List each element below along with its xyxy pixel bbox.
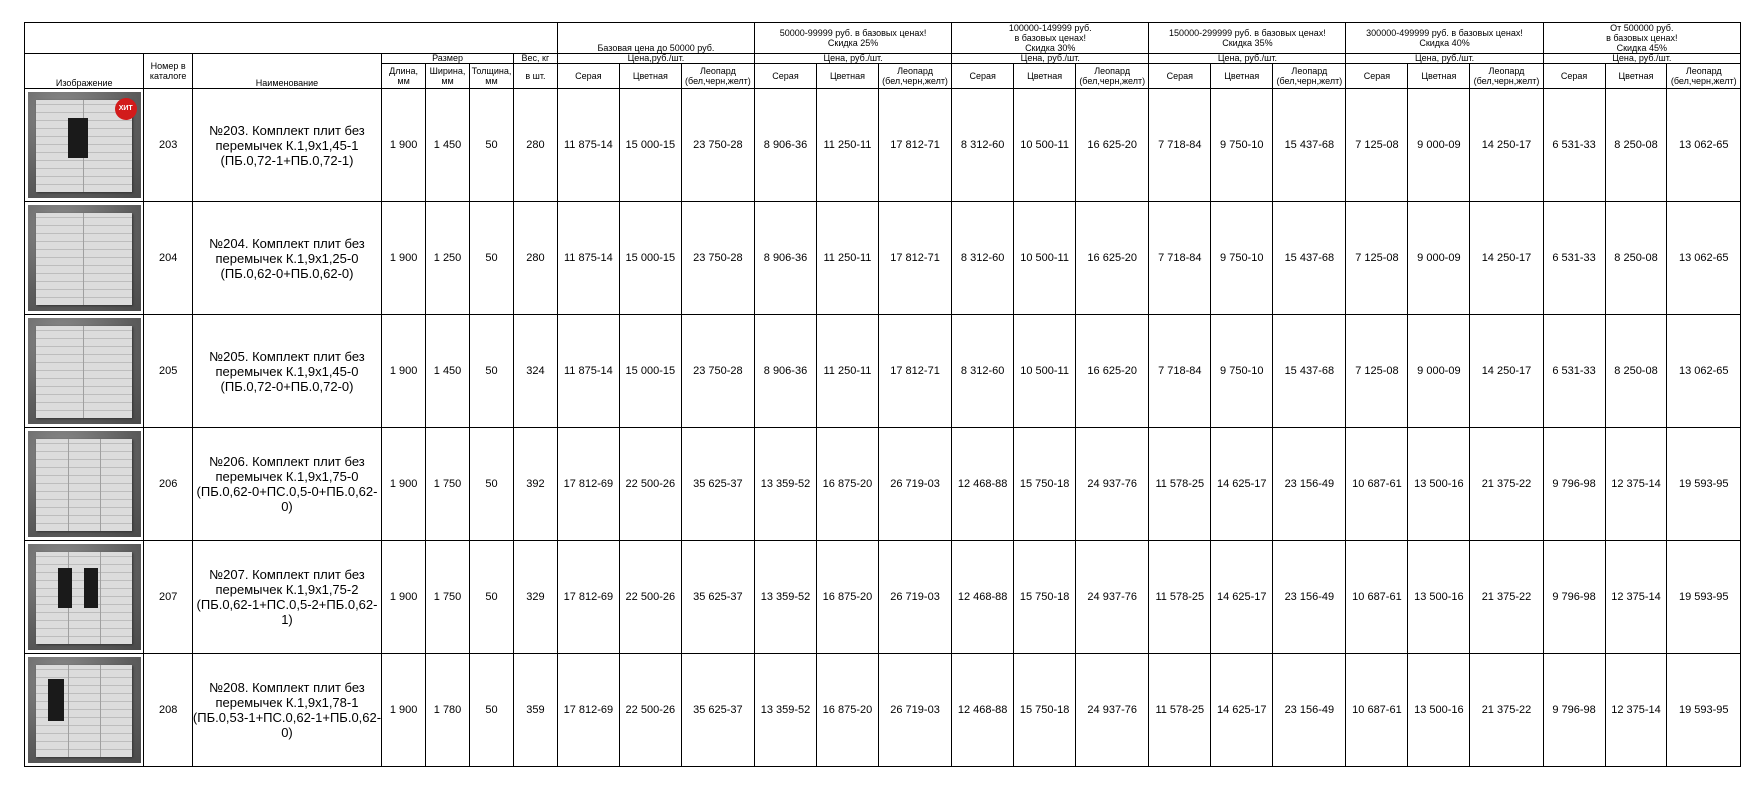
price-cell: 14 250-17 <box>1470 202 1543 315</box>
price-cell: 9 796-98 <box>1543 428 1605 541</box>
price-cell: 19 593-95 <box>1667 541 1741 654</box>
price-cell: 15 437-68 <box>1273 89 1346 202</box>
product-image-cell <box>25 428 144 541</box>
product-name: №208. Комплект плит без перемычек К.1,9х1,78-1 (ПБ.0,53-1+ПС.0,62-1+ПБ.0,62-0) <box>192 654 381 767</box>
length-value: 1 900 <box>382 315 426 428</box>
price-cell: 6 531-33 <box>1543 89 1605 202</box>
price-cell: 9 750-10 <box>1211 89 1273 202</box>
table-row <box>25 541 1741 654</box>
price-cell: 23 750-28 <box>681 202 754 315</box>
weight-value: 280 <box>513 89 557 202</box>
price-cell: 15 000-15 <box>619 89 681 202</box>
price-cell: 7 718-84 <box>1149 315 1211 428</box>
price-cell: 12 468-88 <box>952 654 1014 767</box>
price-cell: 16 625-20 <box>1076 89 1149 202</box>
price-cell: 7 125-08 <box>1346 89 1408 202</box>
price-cell: 12 468-88 <box>952 541 1014 654</box>
price-cell: 26 719-03 <box>878 428 951 541</box>
header-grey: Серая <box>1543 64 1605 89</box>
price-cell: 26 719-03 <box>878 654 951 767</box>
weight-value: 324 <box>513 315 557 428</box>
product-photo <box>28 205 141 311</box>
length-value: 1 900 <box>382 89 426 202</box>
price-cell: 23 750-28 <box>681 315 754 428</box>
price-cell: 15 437-68 <box>1273 202 1346 315</box>
price-cell: 17 812-69 <box>557 654 619 767</box>
width-value: 1 250 <box>426 202 470 315</box>
header-leopard: Леопард (бел,черн,желт) <box>1667 64 1741 89</box>
price-header-4: Цена, руб./шт. <box>1346 54 1543 64</box>
header-grey: Серая <box>755 64 817 89</box>
price-cell: 10 500-11 <box>1014 202 1076 315</box>
header-weight-unit: в шт. <box>513 64 557 89</box>
header-leopard: Леопард (бел,черн,желт) <box>1470 64 1543 89</box>
product-name: №203. Комплект плит без перемычек К.1,9х1,45-1 (ПБ.0,72-1+ПБ.0,72-1) <box>192 89 381 202</box>
table-row <box>25 654 1741 767</box>
header-leopard: Леопард (бел,черн,желт) <box>878 64 951 89</box>
product-name: №207. Комплект плит без перемычек К.1,9х1,75-2 (ПБ.0,62-1+ПС.0,5-2+ПБ.0,62-1) <box>192 541 381 654</box>
catalog-number: 205 <box>144 315 192 428</box>
price-cell: 14 625-17 <box>1211 654 1273 767</box>
price-cell: 13 062-65 <box>1667 315 1741 428</box>
price-cell: 22 500-26 <box>619 654 681 767</box>
price-cell: 10 687-61 <box>1346 428 1408 541</box>
weight-value: 359 <box>513 654 557 767</box>
price-cell: 13 500-16 <box>1408 428 1470 541</box>
product-name: №206. Комплект плит без перемычек К.1,9х1,75-0 (ПБ.0,62-0+ПС.0,5-0+ПБ.0,62-0) <box>192 428 381 541</box>
price-cell: 23 156-49 <box>1273 541 1346 654</box>
price-cell: 12 375-14 <box>1605 541 1667 654</box>
price-cell: 8 250-08 <box>1605 315 1667 428</box>
header-grey: Серая <box>1346 64 1408 89</box>
product-photo <box>28 657 141 763</box>
price-header-1: Цена, руб./шт. <box>755 54 952 64</box>
price-cell: 14 250-17 <box>1470 89 1543 202</box>
price-cell: 7 718-84 <box>1149 89 1211 202</box>
price-cell: 8 312-60 <box>952 202 1014 315</box>
header-grey: Серая <box>1149 64 1211 89</box>
price-cell: 13 062-65 <box>1667 89 1741 202</box>
price-cell: 16 625-20 <box>1076 315 1149 428</box>
price-cell: 8 250-08 <box>1605 202 1667 315</box>
header-row-tiers <box>25 23 1741 54</box>
width-value: 1 450 <box>426 315 470 428</box>
price-cell: 17 812-71 <box>878 202 951 315</box>
price-cell: 16 625-20 <box>1076 202 1149 315</box>
price-cell: 21 375-22 <box>1470 654 1543 767</box>
price-cell: 9 750-10 <box>1211 202 1273 315</box>
price-cell: 17 812-69 <box>557 541 619 654</box>
header-thickness: Толщина, мм <box>470 64 514 89</box>
price-cell: 9 000-09 <box>1408 202 1470 315</box>
header-catalog: Номер в каталоге <box>144 54 192 89</box>
price-cell: 10 500-11 <box>1014 89 1076 202</box>
product-name: №204. Комплект плит без перемычек К.1,9х1,25-0 (ПБ.0,62-0+ПБ.0,62-0) <box>192 202 381 315</box>
price-cell: 11 250-11 <box>816 202 878 315</box>
price-cell: 17 812-69 <box>557 428 619 541</box>
price-cell: 9 000-09 <box>1408 315 1470 428</box>
table-row <box>25 89 1741 202</box>
catalog-number: 206 <box>144 428 192 541</box>
price-cell: 21 375-22 <box>1470 541 1543 654</box>
header-row-groups <box>25 54 1741 64</box>
header-leopard: Леопард (бел,черн,желт) <box>681 64 754 89</box>
price-cell: 15 750-18 <box>1014 428 1076 541</box>
price-cell: 15 000-15 <box>619 315 681 428</box>
price-cell: 14 250-17 <box>1470 315 1543 428</box>
product-image-cell <box>25 541 144 654</box>
price-cell: 9 750-10 <box>1211 315 1273 428</box>
price-cell: 8 906-36 <box>755 315 817 428</box>
price-table <box>24 22 1741 767</box>
price-cell: 12 375-14 <box>1605 654 1667 767</box>
header-name: Наименование <box>192 54 381 89</box>
price-cell: 21 375-22 <box>1470 428 1543 541</box>
product-photo <box>28 544 141 650</box>
price-cell: 11 578-25 <box>1149 428 1211 541</box>
header-colored: Цветная <box>1211 64 1273 89</box>
price-cell: 35 625-37 <box>681 428 754 541</box>
price-cell: 9 796-98 <box>1543 541 1605 654</box>
price-cell: 17 812-71 <box>878 89 951 202</box>
price-cell: 8 312-60 <box>952 315 1014 428</box>
price-cell: 23 156-49 <box>1273 428 1346 541</box>
table-row <box>25 315 1741 428</box>
catalog-number: 208 <box>144 654 192 767</box>
thickness-value: 50 <box>470 89 514 202</box>
price-cell: 35 625-37 <box>681 541 754 654</box>
price-cell: 14 625-17 <box>1211 541 1273 654</box>
price-cell: 7 125-08 <box>1346 315 1408 428</box>
width-value: 1 780 <box>426 654 470 767</box>
tier-header-4: 300000-499999 руб. в базовых ценах! Скидка 40% <box>1346 23 1543 54</box>
price-cell: 11 875-14 <box>557 202 619 315</box>
price-cell: 19 593-95 <box>1667 654 1741 767</box>
header-leopard: Леопард (бел,черн,желт) <box>1076 64 1149 89</box>
catalog-number: 203 <box>144 89 192 202</box>
price-cell: 9 796-98 <box>1543 654 1605 767</box>
price-cell: 10 500-11 <box>1014 315 1076 428</box>
header-size: Размер <box>382 54 514 64</box>
price-cell: 16 875-20 <box>816 428 878 541</box>
thickness-value: 50 <box>470 541 514 654</box>
header-grey: Серая <box>557 64 619 89</box>
header-colored: Цветная <box>1605 64 1667 89</box>
price-cell: 12 468-88 <box>952 428 1014 541</box>
price-cell: 23 156-49 <box>1273 654 1346 767</box>
price-cell: 11 578-25 <box>1149 654 1211 767</box>
product-image-cell <box>25 89 144 202</box>
price-cell: 9 000-09 <box>1408 89 1470 202</box>
table-row <box>25 428 1741 541</box>
price-cell: 16 875-20 <box>816 654 878 767</box>
tier-header-3: 150000-299999 руб. в базовых ценах! Скидка 35% <box>1149 23 1346 54</box>
width-value: 1 450 <box>426 89 470 202</box>
thickness-value: 50 <box>470 654 514 767</box>
price-cell: 13 062-65 <box>1667 202 1741 315</box>
tier-header-1: 50000-99999 руб. в базовых ценах! Скидка 25% <box>755 23 952 54</box>
header-colored: Цветная <box>619 64 681 89</box>
price-header-5: Цена, руб./шт. <box>1543 54 1740 64</box>
price-cell: 13 359-52 <box>755 654 817 767</box>
price-cell: 15 437-68 <box>1273 315 1346 428</box>
length-value: 1 900 <box>382 202 426 315</box>
price-header-0: Цена,руб./шт. <box>557 54 754 64</box>
product-image-cell <box>25 202 144 315</box>
header-colored: Цветная <box>1408 64 1470 89</box>
price-cell: 24 937-76 <box>1076 428 1149 541</box>
price-cell: 6 531-33 <box>1543 202 1605 315</box>
price-cell: 22 500-26 <box>619 428 681 541</box>
header-weight: Вес, кг <box>513 54 557 64</box>
price-cell: 6 531-33 <box>1543 315 1605 428</box>
price-cell: 22 500-26 <box>619 541 681 654</box>
price-cell: 13 500-16 <box>1408 541 1470 654</box>
price-cell: 8 906-36 <box>755 202 817 315</box>
price-cell: 11 875-14 <box>557 315 619 428</box>
tier-header-0: Базовая цена до 50000 руб. <box>557 23 754 54</box>
table-body <box>25 89 1741 767</box>
catalog-number: 204 <box>144 202 192 315</box>
thickness-value: 50 <box>470 315 514 428</box>
price-header-2: Цена, руб./шт. <box>952 54 1149 64</box>
product-name: №205. Комплект плит без перемычек К.1,9х1,45-0 (ПБ.0,72-0+ПБ.0,72-0) <box>192 315 381 428</box>
header-image: Изображение <box>25 54 144 89</box>
price-cell: 24 937-76 <box>1076 541 1149 654</box>
price-header-3: Цена, руб./шт. <box>1149 54 1346 64</box>
header-width: Ширина, мм <box>426 64 470 89</box>
price-cell: 15 000-15 <box>619 202 681 315</box>
price-cell: 19 593-95 <box>1667 428 1741 541</box>
weight-value: 392 <box>513 428 557 541</box>
price-cell: 23 750-28 <box>681 89 754 202</box>
price-cell: 8 250-08 <box>1605 89 1667 202</box>
price-cell: 8 906-36 <box>755 89 817 202</box>
price-cell: 10 687-61 <box>1346 654 1408 767</box>
weight-value: 280 <box>513 202 557 315</box>
price-cell: 15 750-18 <box>1014 541 1076 654</box>
header-colored: Цветная <box>816 64 878 89</box>
tier-header-5: От 500000 руб. в базовых ценах! Скидка 45% <box>1543 23 1740 54</box>
price-cell: 7 125-08 <box>1346 202 1408 315</box>
price-cell: 24 937-76 <box>1076 654 1149 767</box>
price-cell: 11 250-11 <box>816 89 878 202</box>
length-value: 1 900 <box>382 541 426 654</box>
product-photo <box>28 318 141 424</box>
price-cell: 13 359-52 <box>755 541 817 654</box>
product-photo <box>28 92 141 198</box>
price-cell: 13 359-52 <box>755 428 817 541</box>
table-row <box>25 202 1741 315</box>
price-cell: 14 625-17 <box>1211 428 1273 541</box>
weight-value: 329 <box>513 541 557 654</box>
width-value: 1 750 <box>426 541 470 654</box>
price-cell: 35 625-37 <box>681 654 754 767</box>
header-grey: Серая <box>952 64 1014 89</box>
price-cell: 12 375-14 <box>1605 428 1667 541</box>
price-cell: 15 750-18 <box>1014 654 1076 767</box>
catalog-number: 207 <box>144 541 192 654</box>
price-cell: 8 312-60 <box>952 89 1014 202</box>
price-cell: 7 718-84 <box>1149 202 1211 315</box>
price-cell: 10 687-61 <box>1346 541 1408 654</box>
price-cell: 17 812-71 <box>878 315 951 428</box>
header-blank <box>25 23 558 54</box>
price-cell: 26 719-03 <box>878 541 951 654</box>
price-cell: 16 875-20 <box>816 541 878 654</box>
price-cell: 11 578-25 <box>1149 541 1211 654</box>
product-image-cell <box>25 315 144 428</box>
thickness-value: 50 <box>470 202 514 315</box>
price-cell: 13 500-16 <box>1408 654 1470 767</box>
hit-badge: ХИТ <box>115 98 137 120</box>
width-value: 1 750 <box>426 428 470 541</box>
tier-header-2: 100000-149999 руб. в базовых ценах! Скидка 30% <box>952 23 1149 54</box>
product-photo <box>28 431 141 537</box>
header-length: Длина, мм <box>382 64 426 89</box>
header-leopard: Леопард (бел,черн,желт) <box>1273 64 1346 89</box>
header-colored: Цветная <box>1014 64 1076 89</box>
price-cell: 11 875-14 <box>557 89 619 202</box>
price-cell: 11 250-11 <box>816 315 878 428</box>
length-value: 1 900 <box>382 428 426 541</box>
product-image-cell <box>25 654 144 767</box>
length-value: 1 900 <box>382 654 426 767</box>
thickness-value: 50 <box>470 428 514 541</box>
